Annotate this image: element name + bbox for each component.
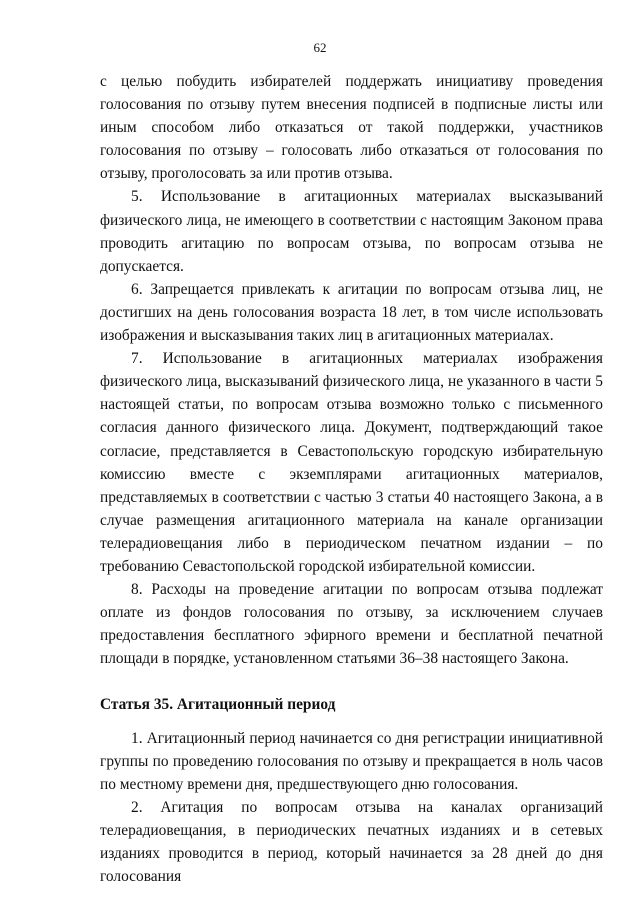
document-body	[100, 70, 603, 888]
paragraph-5: 5. Использование в агитационных материалах высказываний физического лица, не имеющего в соответствии с настоящим Законом права проводить агитацию по вопросам отзыва, по вопросам отзыва не допускается.	[100, 188, 603, 275]
article-heading: Статья 35. Агитационный период	[100, 696, 336, 714]
paragraph-continuation: с целью побудить избирателей поддержать инициативу проведения голосования по отзыву путем внесения подписей в подписные листы или иным способом либо отказаться от такой поддержки, участников голосования по отзыву – голосовать либо отказаться от голосования по отзыву, проголосовать за или против отзыва.	[100, 73, 603, 183]
article-35-paragraph-2: 2. Агитация по вопросам отзыва на каналах организаций телерадиовещания, в периодических печатных изданиях и в сетевых изданиях проводится в период, который начинается за 28 дней до дня голосования	[100, 798, 603, 886]
paragraph-8: 8. Расходы на проведение агитации по вопросам отзыва подлежат оплате из фондов голосования по отзыву, за исключением случаев предоставления бесплатного эфирного времени и бесплатной печатной площади в порядке, установленном статьями 36–38 настоящего Закона.	[100, 581, 603, 668]
article-35-paragraph-1: 1. Агитационный период начинается со дня регистрации инициативной группы по проведению голосования по отзыву и прекращается в ноль часов по местному времени дня, предшествующего дню голосования.	[100, 729, 603, 793]
page-number: 62	[313, 40, 327, 55]
paragraph-6: 6. Запрещается привлекать к агитации по вопросам отзыва лиц, не достигших на день голосования возраста 18 лет, в том числе использовать изображения и высказывания таких лиц в агитационных материалах.	[100, 280, 603, 345]
paragraph-7: 7. Использование в агитационных материалах изображения физического лица, высказываний физического лица, не указанного в части 5 настоящей статьи, по вопросам отзыва возможно только с письменного согласия данного физического лица. Документ, подтверждающий такое согласие, представляется в Севастопольскую городскую избирательную комиссию вместе с экземплярами агитационных материалов, представляемых в соответствии с частью 3 статьи 40 настоящего Закона, а в случае размещения агитационного материала на канале организации телерадиовещания либо в периодическом печатном издании – по требованию Севастопольской городской избирательной комиссии.	[100, 350, 603, 575]
